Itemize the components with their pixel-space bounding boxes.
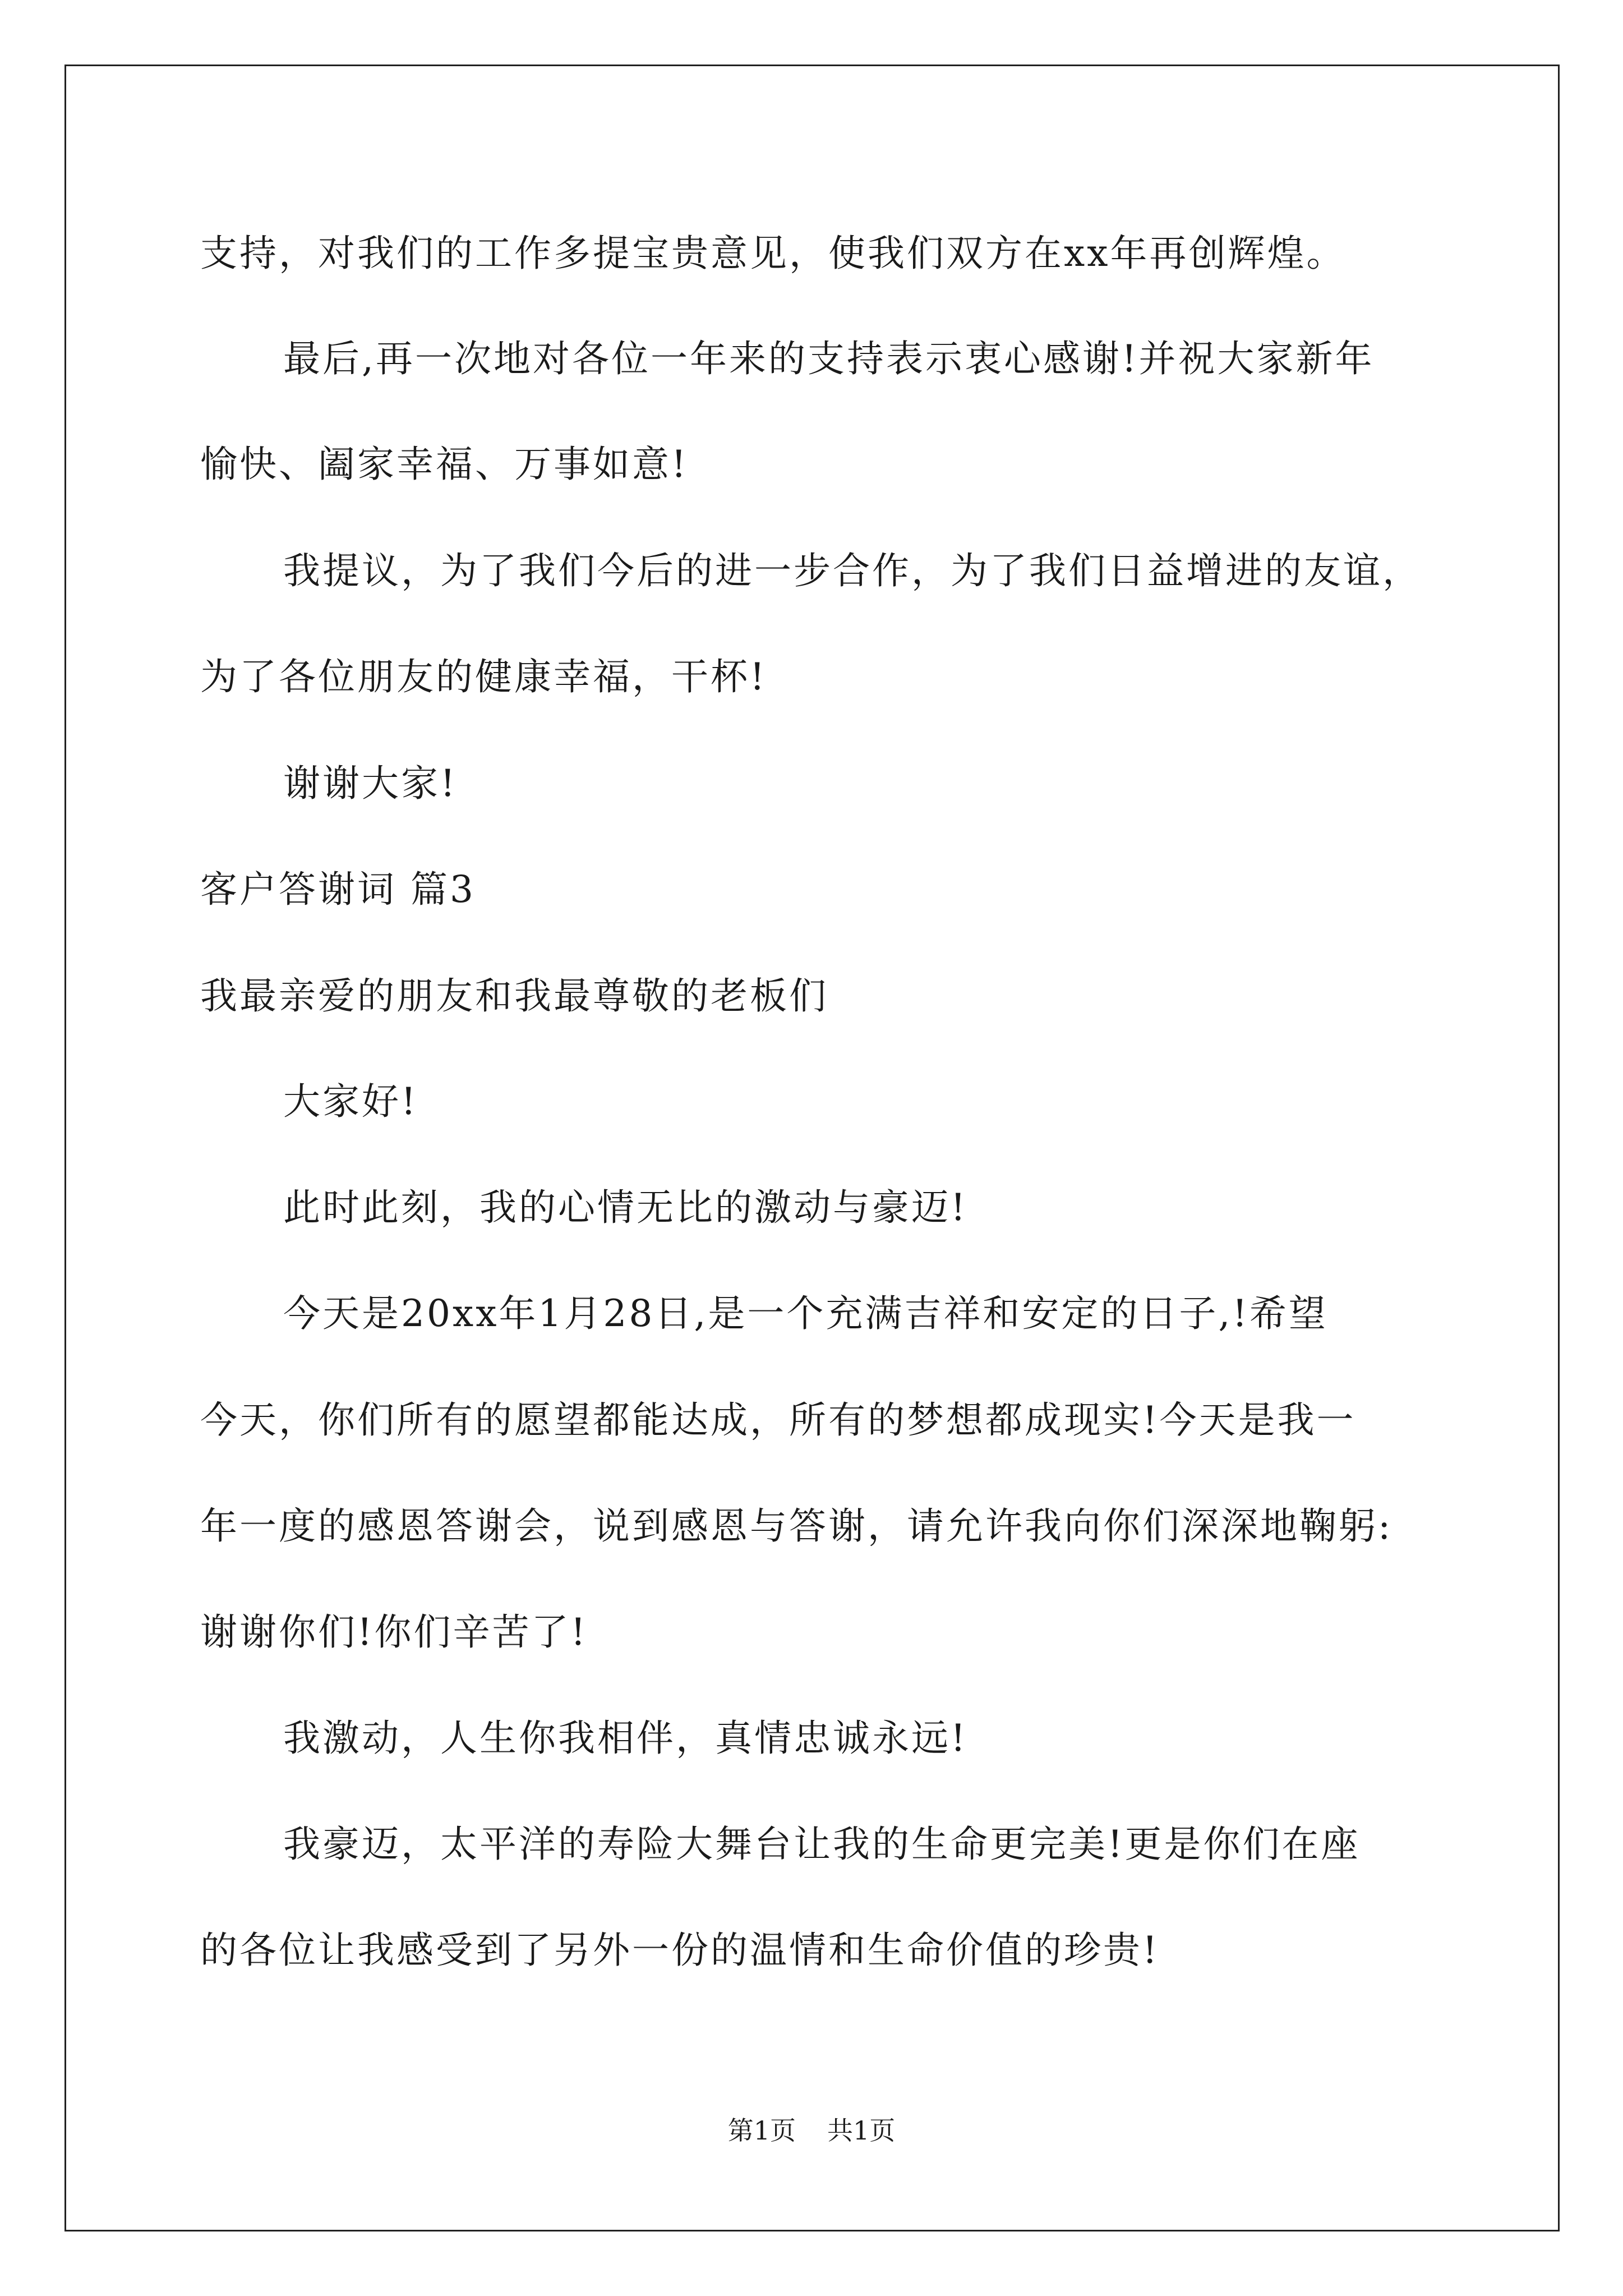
page-border — [64, 65, 1560, 2231]
page-total: 共1页 — [827, 2115, 896, 2146]
body-line: 此时此刻，我的心情无比的激动与豪迈! — [283, 1186, 968, 1229]
body-line: 今天是20xx年1月28日,是一个充满吉祥和安定的日子,!希望 — [283, 1292, 1328, 1335]
body-line: 今天，你们所有的愿望都能达成，所有的梦想都成现实!今天是我一 — [200, 1398, 1356, 1442]
section-heading: 客户答谢词 篇3 — [200, 868, 476, 911]
body-line: 为了各位朋友的健康幸福，干杯! — [200, 655, 767, 698]
body-line: 愉快、阖家幸福、万事如意! — [200, 443, 689, 486]
greeting: 大家好! — [283, 1080, 418, 1123]
body-line: 我提议，为了我们今后的进一步合作，为了我们日益增进的友谊， — [283, 549, 1422, 592]
page-footer — [0, 2115, 1623, 2146]
page-number: 第1页 — [727, 2115, 796, 2146]
body-line: 年一度的感恩答谢会，说到感恩与答谢，请允许我向你们深深地鞠躬: — [200, 1504, 1393, 1548]
body-line: 的各位让我感受到了另外一份的温情和生命价值的珍贵! — [200, 1929, 1160, 1972]
body-line: 最后,再一次地对各位一年来的支持表示衷心感谢!并祝大家新年 — [283, 337, 1375, 380]
salutation: 我最亲爱的朋友和我最尊敬的老板们 — [200, 974, 828, 1018]
body-line: 支持，对我们的工作多提宝贵意见，使我们双方在xx年再创辉煌。 — [200, 232, 1346, 275]
body-line: 谢谢大家! — [283, 762, 458, 805]
body-line: 我激动，人生你我相伴，真情忠诚永远! — [283, 1717, 968, 1760]
body-line: 我豪迈，太平洋的寿险大舞台让我的生命更完美!更是你们在座 — [283, 1823, 1361, 1866]
body-line: 谢谢你们!你们辛苦了! — [200, 1611, 588, 1654]
